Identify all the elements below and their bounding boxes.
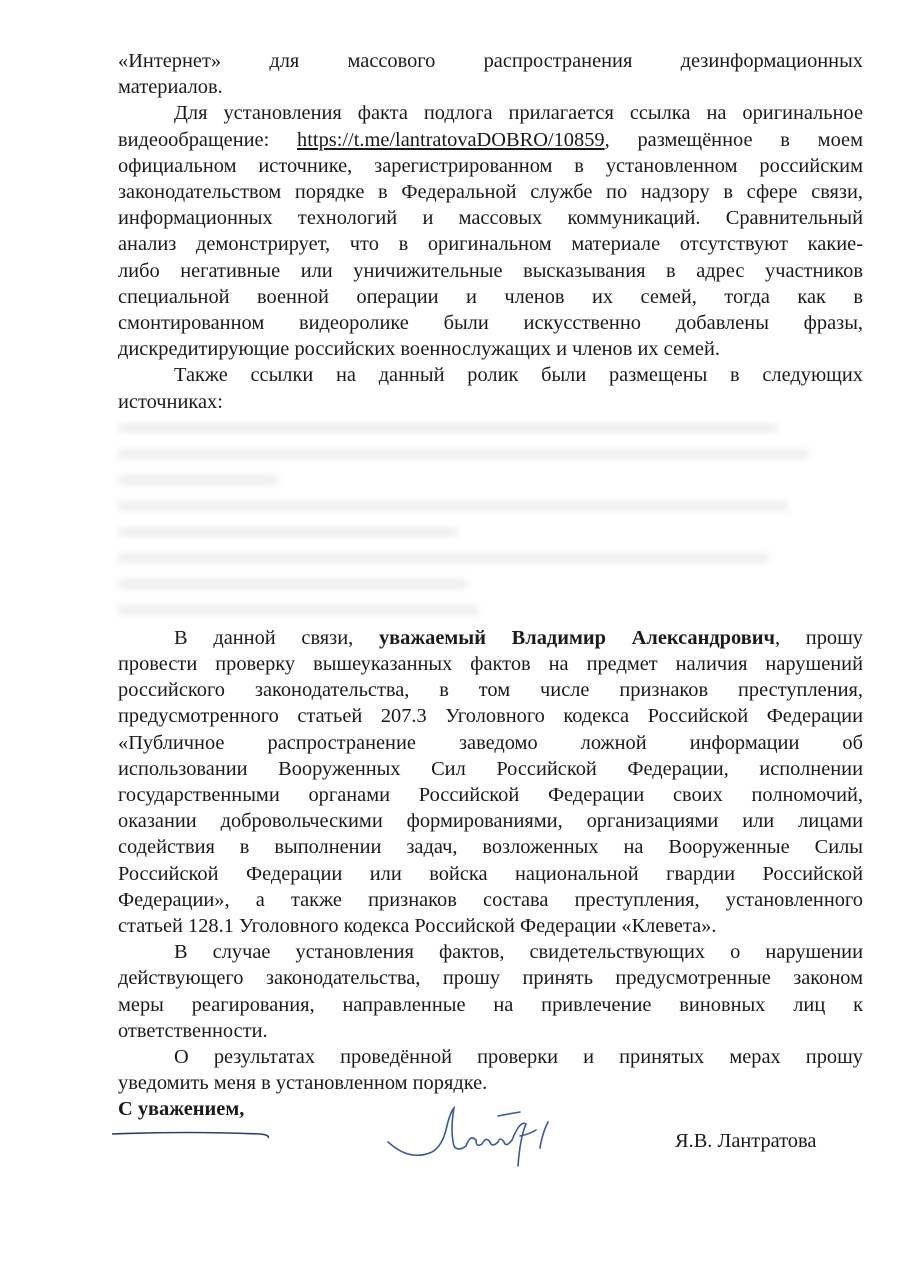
addressee-name: уважаемый Владимир Александрович	[378, 626, 775, 649]
redacted-link	[118, 423, 778, 433]
text-line: Для установления факта подлога прилагается ссылка на оригинальное	[174, 102, 863, 125]
text-line: «Публичное распространение заведомо ложной информации об	[118, 731, 863, 754]
text-line: провести проверку вышеуказанных фактов на предмет наличия нарушений	[118, 653, 863, 676]
text-line: российского законодательства, в том числе признаков преступления,	[118, 679, 863, 702]
text-line: источниках:	[118, 390, 223, 413]
text-line: оказании добровольческими формированиями, организациями или лицами	[118, 810, 863, 833]
text-line: специальной военной операции и членов их семей, тогда как в	[118, 285, 863, 308]
text-line: либо негативные или уничижительные высказывания в адрес участников	[118, 259, 863, 282]
redacted-link	[118, 475, 278, 485]
text-line: Российской Федерации или войска национальной гвардии Российской	[118, 862, 863, 885]
text-line: действующего законодательства, прошу принять предусмотренные законом	[118, 967, 863, 990]
paragraph-6	[118, 1044, 863, 1096]
text-line: статьей 128.1 Уголовного кодекса Российской Федерации «Клевета».	[118, 915, 717, 938]
paragraph-1	[118, 48, 863, 100]
text-line: информационных технологий и массовых коммуникаций. Сравнительный	[118, 207, 863, 230]
redacted-link	[118, 553, 768, 563]
paragraph-3	[118, 362, 863, 414]
paragraph-4	[118, 625, 863, 939]
text-line-with-link	[118, 127, 863, 153]
text-line: Также ссылки на данный ролик были размещены в следующих	[174, 364, 863, 387]
text-line: использовании Вооруженных Сил Российской Федерации, исполнении	[118, 757, 863, 780]
text-line: меры реагирования, направленные на привлечение виновных лиц к	[118, 993, 863, 1016]
handwritten-signature	[380, 1090, 580, 1185]
paragraph-2	[118, 100, 863, 362]
text-line: «Интернет» для массового распространения дезинформационных	[118, 50, 863, 72]
signer-name: Я.В. Лантратова	[675, 1130, 817, 1152]
text-line: материалов.	[118, 76, 223, 99]
text: , размещённое в моем	[604, 128, 863, 151]
letter-body	[118, 48, 863, 1097]
text-line: смонтированном видеоролике были искусственно добавлены фразы,	[118, 312, 863, 335]
text-line: О результатах проведённой проверки и принятых мерах прошу	[174, 1046, 863, 1069]
original-video-link[interactable]: https://t.me/lantratovaDOBRO/10859	[297, 128, 605, 151]
redacted-link	[118, 579, 468, 589]
text-line: В случае установления фактов, свидетельствующих о нарушении	[174, 941, 863, 964]
text: видеообращение:	[118, 128, 298, 151]
signature-block	[110, 1090, 870, 1190]
text: В данной связи,	[174, 626, 379, 649]
text-line: дискредитирующие российских военнослужащих и членов их семей.	[118, 338, 720, 361]
redacted-links-block	[118, 415, 863, 625]
text-line: уведомить меня в установленном порядке.	[118, 1072, 488, 1095]
redacted-link	[118, 501, 788, 511]
text-line: содействия в выполнении задач, возложенных на Вооруженные Силы	[118, 836, 863, 859]
closing-underline	[110, 1128, 280, 1142]
text-line: ответственности.	[118, 1019, 268, 1042]
redacted-link	[118, 605, 478, 615]
redacted-link	[118, 527, 458, 537]
text-line	[118, 625, 863, 651]
redacted-link	[118, 449, 808, 459]
closing-salutation: С уважением,	[118, 1098, 245, 1120]
text-line: предусмотренного статьей 207.3 Уголовного кодекса Российской Федерации	[118, 705, 863, 728]
text-line: законодательством порядке в Федеральной службе по надзору в сфере связи,	[118, 181, 863, 204]
text-line: Федерации», а также признаков состава преступления, установленного	[118, 888, 863, 911]
text-line: государственными органами Российской Федерации своих полномочий,	[118, 784, 863, 807]
paragraph-5	[118, 939, 863, 1044]
text-line: анализ демонстрирует, что в оригинальном материале отсутствуют какие-	[118, 233, 863, 256]
text: , прошу	[774, 626, 863, 649]
text-line: официальном источнике, зарегистрированном в установленном российским	[118, 154, 863, 177]
